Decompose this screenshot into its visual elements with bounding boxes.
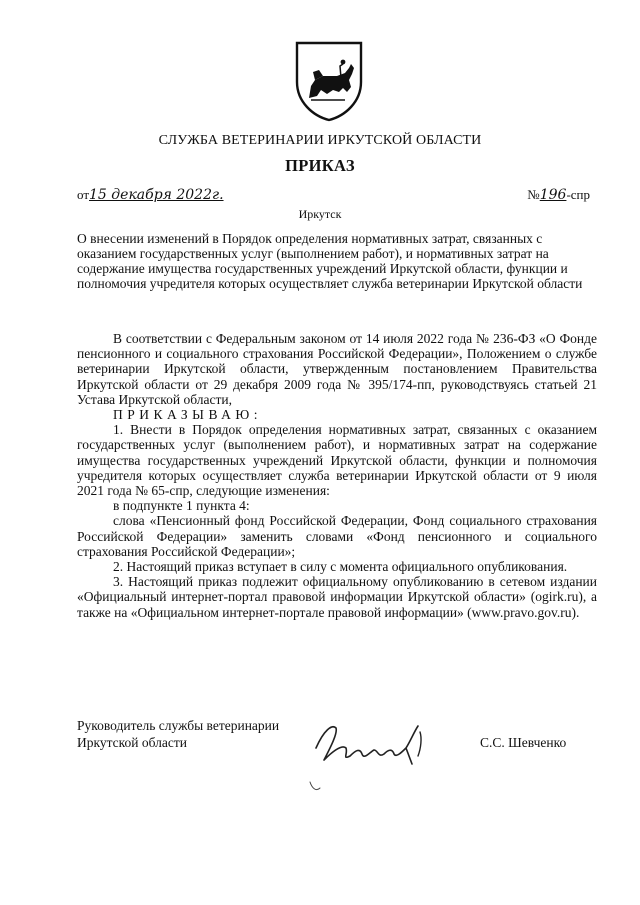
coat-of-arms-icon [293, 40, 365, 122]
date-prefix: от [77, 187, 90, 202]
position-line-2: Иркутской области [77, 735, 188, 750]
document-body [77, 331, 597, 620]
item-1-paragraph: 1. Внести в Порядок определения нормативных затрат, связанных с оказанием государственных услуг (выполнением работ), и нормативных затрат на содержание имущества государственных учреждений Иркутской области, функции и полномочия учредителя которых осуществляет служба ветеринарии Иркутской области от 9 июля 2021 года № 65-спр, следующие изменения: [77, 422, 597, 499]
order-word: ПРИКАЗЫВАЮ: [113, 407, 262, 423]
city-name: Иркутск [298, 207, 342, 221]
handwritten-number: 196 [539, 187, 567, 203]
preamble-paragraph: В соответствии с Федеральным законом от 14 июля 2022 года № 236-ФЗ «О Фонде пенсионного и социального страхования Российской Федерации», Положением о службе ветеринарии Иркутской области, утвержденным постановлением Правительства Иркутской области от 29 декабря 2009 года № 395/174-пп, руководствуясь статьей 21 Устава Иркутской области, [77, 331, 597, 407]
document-date [77, 187, 224, 203]
document-subject: О внесении изменений в Порядок определения нормативных затрат, связанных с оказанием государственных услуг (выполнением работ), и нормативных затрат на содержание имущества государственных учреждений Иркутской области, функции и полномочия учредителя которых осуществляет служба ветеринарии Иркутской области [77, 231, 583, 291]
item-2-paragraph: 2. Настоящий приказ вступает в силу с момента официального опубликования. [113, 559, 568, 575]
item-1-subheading: в подпункте 1 пункта 4: [113, 498, 250, 514]
position-line-1: Руководитель службы ветеринарии [77, 718, 280, 733]
number-suffix: -спр [566, 187, 590, 202]
signatory-position [77, 717, 279, 751]
organization-name: СЛУЖБА ВЕТЕРИНАРИИ ИРКУТСКОЙ ОБЛАСТИ [158, 133, 482, 148]
item-3-paragraph: 3. Настоящий приказ подлежит официальному опубликованию в сетевом издании «Официальный интернет-портал правовой информации Иркутской области» (ogirk.ru), а также на «Официальном интернет-портале правовой информации» (www.pravo.gov.ru). [77, 574, 597, 620]
handwritten-signature-icon [302, 708, 442, 800]
document-number [527, 187, 590, 203]
document-type: ПРИКАЗ [285, 156, 355, 175]
number-prefix: № [527, 187, 540, 202]
item-1-sub-text: слова «Пенсионный фонд Российской Федерации, Фонд социального страхования Российской Федерации» заменить словами «Фонд пенсионного и социального страхования Российской Федерации»; [77, 513, 597, 559]
handwritten-date: 15 декабря 2022г. [89, 187, 224, 203]
signatory-name: С.С. Шевченко [480, 735, 567, 750]
